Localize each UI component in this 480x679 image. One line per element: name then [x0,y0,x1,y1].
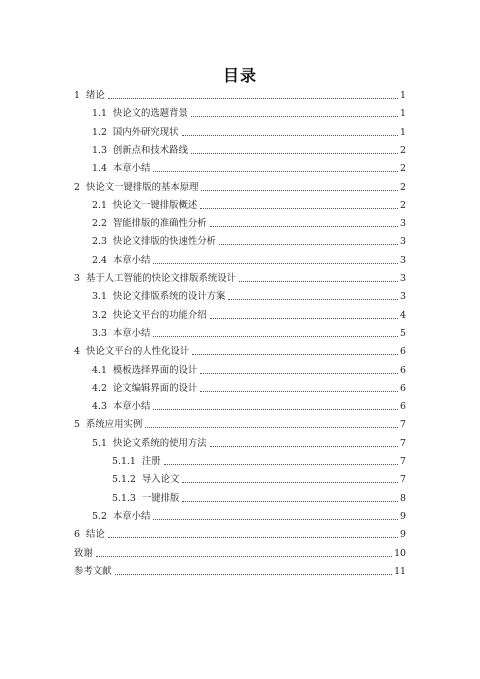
toc-entry-text: 快论文系统的使用方法 [112,437,207,449]
toc-entry-number: 2 [74,181,80,193]
toc-entry-number: 4.3 [92,401,107,413]
toc-entry[interactable] [92,104,406,120]
toc-page-number: 3 [400,236,406,248]
toc-page-number: 7 [400,419,406,431]
toc-entry-number: 6 [74,529,80,541]
toc-entry-label [74,273,236,285]
toc-entry-label [92,255,150,267]
toc-entry-label [74,566,112,578]
toc-entry-number: 1.2 [92,126,107,138]
toc-entry-number: 2.3 [92,236,107,248]
toc-leader-dots [210,225,398,227]
toc-page-number: 3 [400,273,406,284]
toc-entry[interactable] [92,141,406,157]
toc-entry-number: 3 [74,273,80,284]
toc-entry[interactable] [112,452,406,468]
toc-entry-number: 3.2 [92,309,107,321]
toc-entry-label [92,365,197,377]
toc-entry-text: 模板选择界面的设计 [112,364,198,376]
toc-entry-text: 基于人工智能的快论文排版系统设计 [85,273,236,284]
toc-entry-label [112,493,179,505]
toc-leader-dots [210,317,398,319]
toc-entry-number: 2.4 [92,254,107,266]
toc-entry-text: 导入论文 [141,474,180,486]
toc-entry[interactable] [92,306,406,322]
toc-leader-dots [210,445,398,447]
toc-entry-number: 1.4 [92,163,107,175]
toc-entry-label [92,108,188,120]
toc-leader-dots [108,536,398,538]
toc-page-number: 5 [400,327,406,339]
toc-leader-dots [153,408,398,410]
toc-entry-number: 3.1 [92,291,107,303]
toc-entry-label [112,456,161,468]
toc-entry-label [112,474,179,486]
toc-entry[interactable] [74,544,406,560]
toc-page-number: 6 [400,382,406,394]
toc-entry-text: 快论文一键排版的基本原理 [85,181,199,193]
toc-leader-dots [153,518,398,520]
toc-title: 目录 [222,66,257,85]
toc-page-number: 2 [400,181,406,193]
toc-entry-label [74,419,142,431]
toc-entry-label [74,346,189,358]
toc-page-number: 7 [400,474,406,486]
toc-leader-dots [145,426,398,428]
toc-page-number: 8 [400,492,406,504]
toc-entry-number: 4.1 [92,364,107,376]
toc-entry[interactable] [92,361,406,377]
toc-entry-number: 1.1 [92,108,107,120]
toc-leader-dots [201,189,398,191]
toc-entry-text: 快论文的选题背景 [112,108,188,120]
toc-entry-text: 一键排版 [141,492,180,504]
toc-page-number: 2 [400,163,406,175]
toc-page-number: 3 [400,218,406,230]
toc-entry[interactable] [92,434,406,450]
toc-entry[interactable] [74,342,406,358]
toc-entry[interactable] [92,251,406,267]
toc-leader-dots [200,390,398,392]
toc-page-number: 7 [400,456,406,467]
toc-entry-text: 创新点和技术路线 [112,144,188,156]
toc-leader-dots [182,481,398,483]
toc-entry[interactable] [92,159,406,175]
toc-leader-dots [182,134,398,136]
toc-leader-dots [192,353,398,355]
toc-entry[interactable] [92,232,406,248]
toc-leader-dots [115,573,393,575]
toc-page-number: 3 [400,254,406,266]
toc-entry-label [92,328,150,340]
toc-entry-label [74,90,105,102]
toc-leader-dots [164,463,398,465]
toc-leader-dots [153,170,398,172]
toc-entry[interactable] [74,86,406,102]
toc-entry-label [92,511,150,523]
toc-entry-label [74,182,198,194]
toc-entry-text: 绪论 [85,90,105,101]
toc-entry-number: 5.1.3 [112,492,136,504]
toc-entry-text: 系统应用实例 [85,419,143,431]
toc-leader-dots [228,298,398,300]
toc-entry-text: 本章小结 [112,510,151,522]
toc-page-number: 6 [400,401,406,413]
toc-entry-text: 本章小结 [112,327,151,339]
toc-entry-number: 3.3 [92,327,107,339]
toc-leader-dots [200,372,398,374]
toc-entry[interactable] [112,470,406,486]
toc-entry-text: 快论文平台的人性化设计 [85,346,190,358]
toc-entry[interactable] [92,214,406,230]
toc-entry-label [92,200,197,212]
toc-entry-label [92,218,207,230]
toc-entry-number: 1 [74,90,80,101]
toc-entry[interactable] [92,287,406,303]
toc-entry-label [92,127,179,139]
toc-entry-label [92,291,225,303]
toc-entry[interactable] [74,269,406,285]
toc-entry-number: 5.1 [92,437,107,449]
toc-entry-text: 快论文排版系统的设计方案 [112,291,226,303]
toc-entry-label [92,383,197,395]
toc-entry-label [92,236,216,248]
toc-page-number: 2 [400,199,406,211]
toc-entry-number: 1.3 [92,144,107,156]
toc-entry[interactable] [112,489,406,505]
toc-leader-dots [108,97,398,99]
toc-leader-dots [200,207,398,209]
toc-leader-dots [191,115,398,117]
toc-page-number: 4 [400,309,406,321]
toc-entry-number: 4.2 [92,382,107,394]
toc-entry[interactable] [92,507,406,523]
toc-page-number: 6 [400,364,406,376]
toc-page-number: 1 [400,108,406,120]
toc-leader-dots [191,152,398,154]
toc-entry[interactable] [74,178,406,194]
toc-entry-label [74,529,105,541]
toc-entry-number: 5 [74,419,80,431]
toc-entry-text: 结论 [85,529,105,541]
toc-entry-text: 快论文排版的快速性分析 [112,236,217,248]
toc-entry-text: 致谢 [74,547,93,559]
toc-entry-text: 本章小结 [112,254,151,266]
toc-entry-text: 快论文一键排版概述 [112,199,198,211]
toc-entry-label [92,163,150,175]
toc-entry-label [74,548,93,560]
toc-entry-text: 国内外研究现状 [112,126,179,138]
toc-page-number: 1 [400,126,406,138]
toc-leader-dots [153,262,398,264]
toc-leader-dots [96,555,392,557]
toc-entry-text: 注册 [141,456,161,467]
toc-entry[interactable] [92,397,406,413]
toc-entry[interactable] [92,123,406,139]
toc-entry-text: 快论文平台的功能介绍 [112,309,207,321]
toc-leader-dots [219,243,398,245]
toc-entry-number: 2.1 [92,199,107,211]
toc-entry-text: 本章小结 [112,401,151,413]
toc-page-number: 6 [400,346,406,358]
toc-entry-label [92,310,207,322]
toc-entry[interactable] [74,415,406,431]
toc-leader-dots [182,500,398,502]
toc-leader-dots [153,335,398,337]
toc-entry[interactable] [74,525,406,541]
toc-entry-label [92,401,150,413]
toc-page-number: 7 [400,437,406,449]
toc-page-number: 3 [400,291,406,303]
toc-entry[interactable] [92,379,406,395]
toc-entry-text: 论文编辑界面的设计 [112,382,198,394]
toc-leader-dots [239,280,398,282]
toc-entry-number: 2.2 [92,218,107,230]
toc-page-number: 10 [394,547,406,559]
toc-page-number: 1 [400,90,406,101]
toc-entry[interactable] [74,562,406,578]
toc-entry-text: 参考文献 [74,565,112,577]
toc-entry-label [92,438,207,450]
toc-entry-number: 5.1.1 [112,456,136,467]
toc-page-number: 9 [400,529,406,541]
toc-entry-number: 5.2 [92,510,107,522]
toc-page-number: 9 [400,510,406,522]
toc-entry[interactable] [92,196,406,212]
toc-entry-label [92,145,188,157]
toc-entry-text: 本章小结 [112,163,151,175]
toc-page-number: 2 [400,144,406,156]
toc-entry-number: 4 [74,346,80,358]
toc-entry-number: 5.1.2 [112,474,136,486]
toc-entry[interactable] [92,324,406,340]
toc-entry-text: 智能排版的准确性分析 [112,218,207,230]
toc-page-number: 11 [394,565,406,577]
